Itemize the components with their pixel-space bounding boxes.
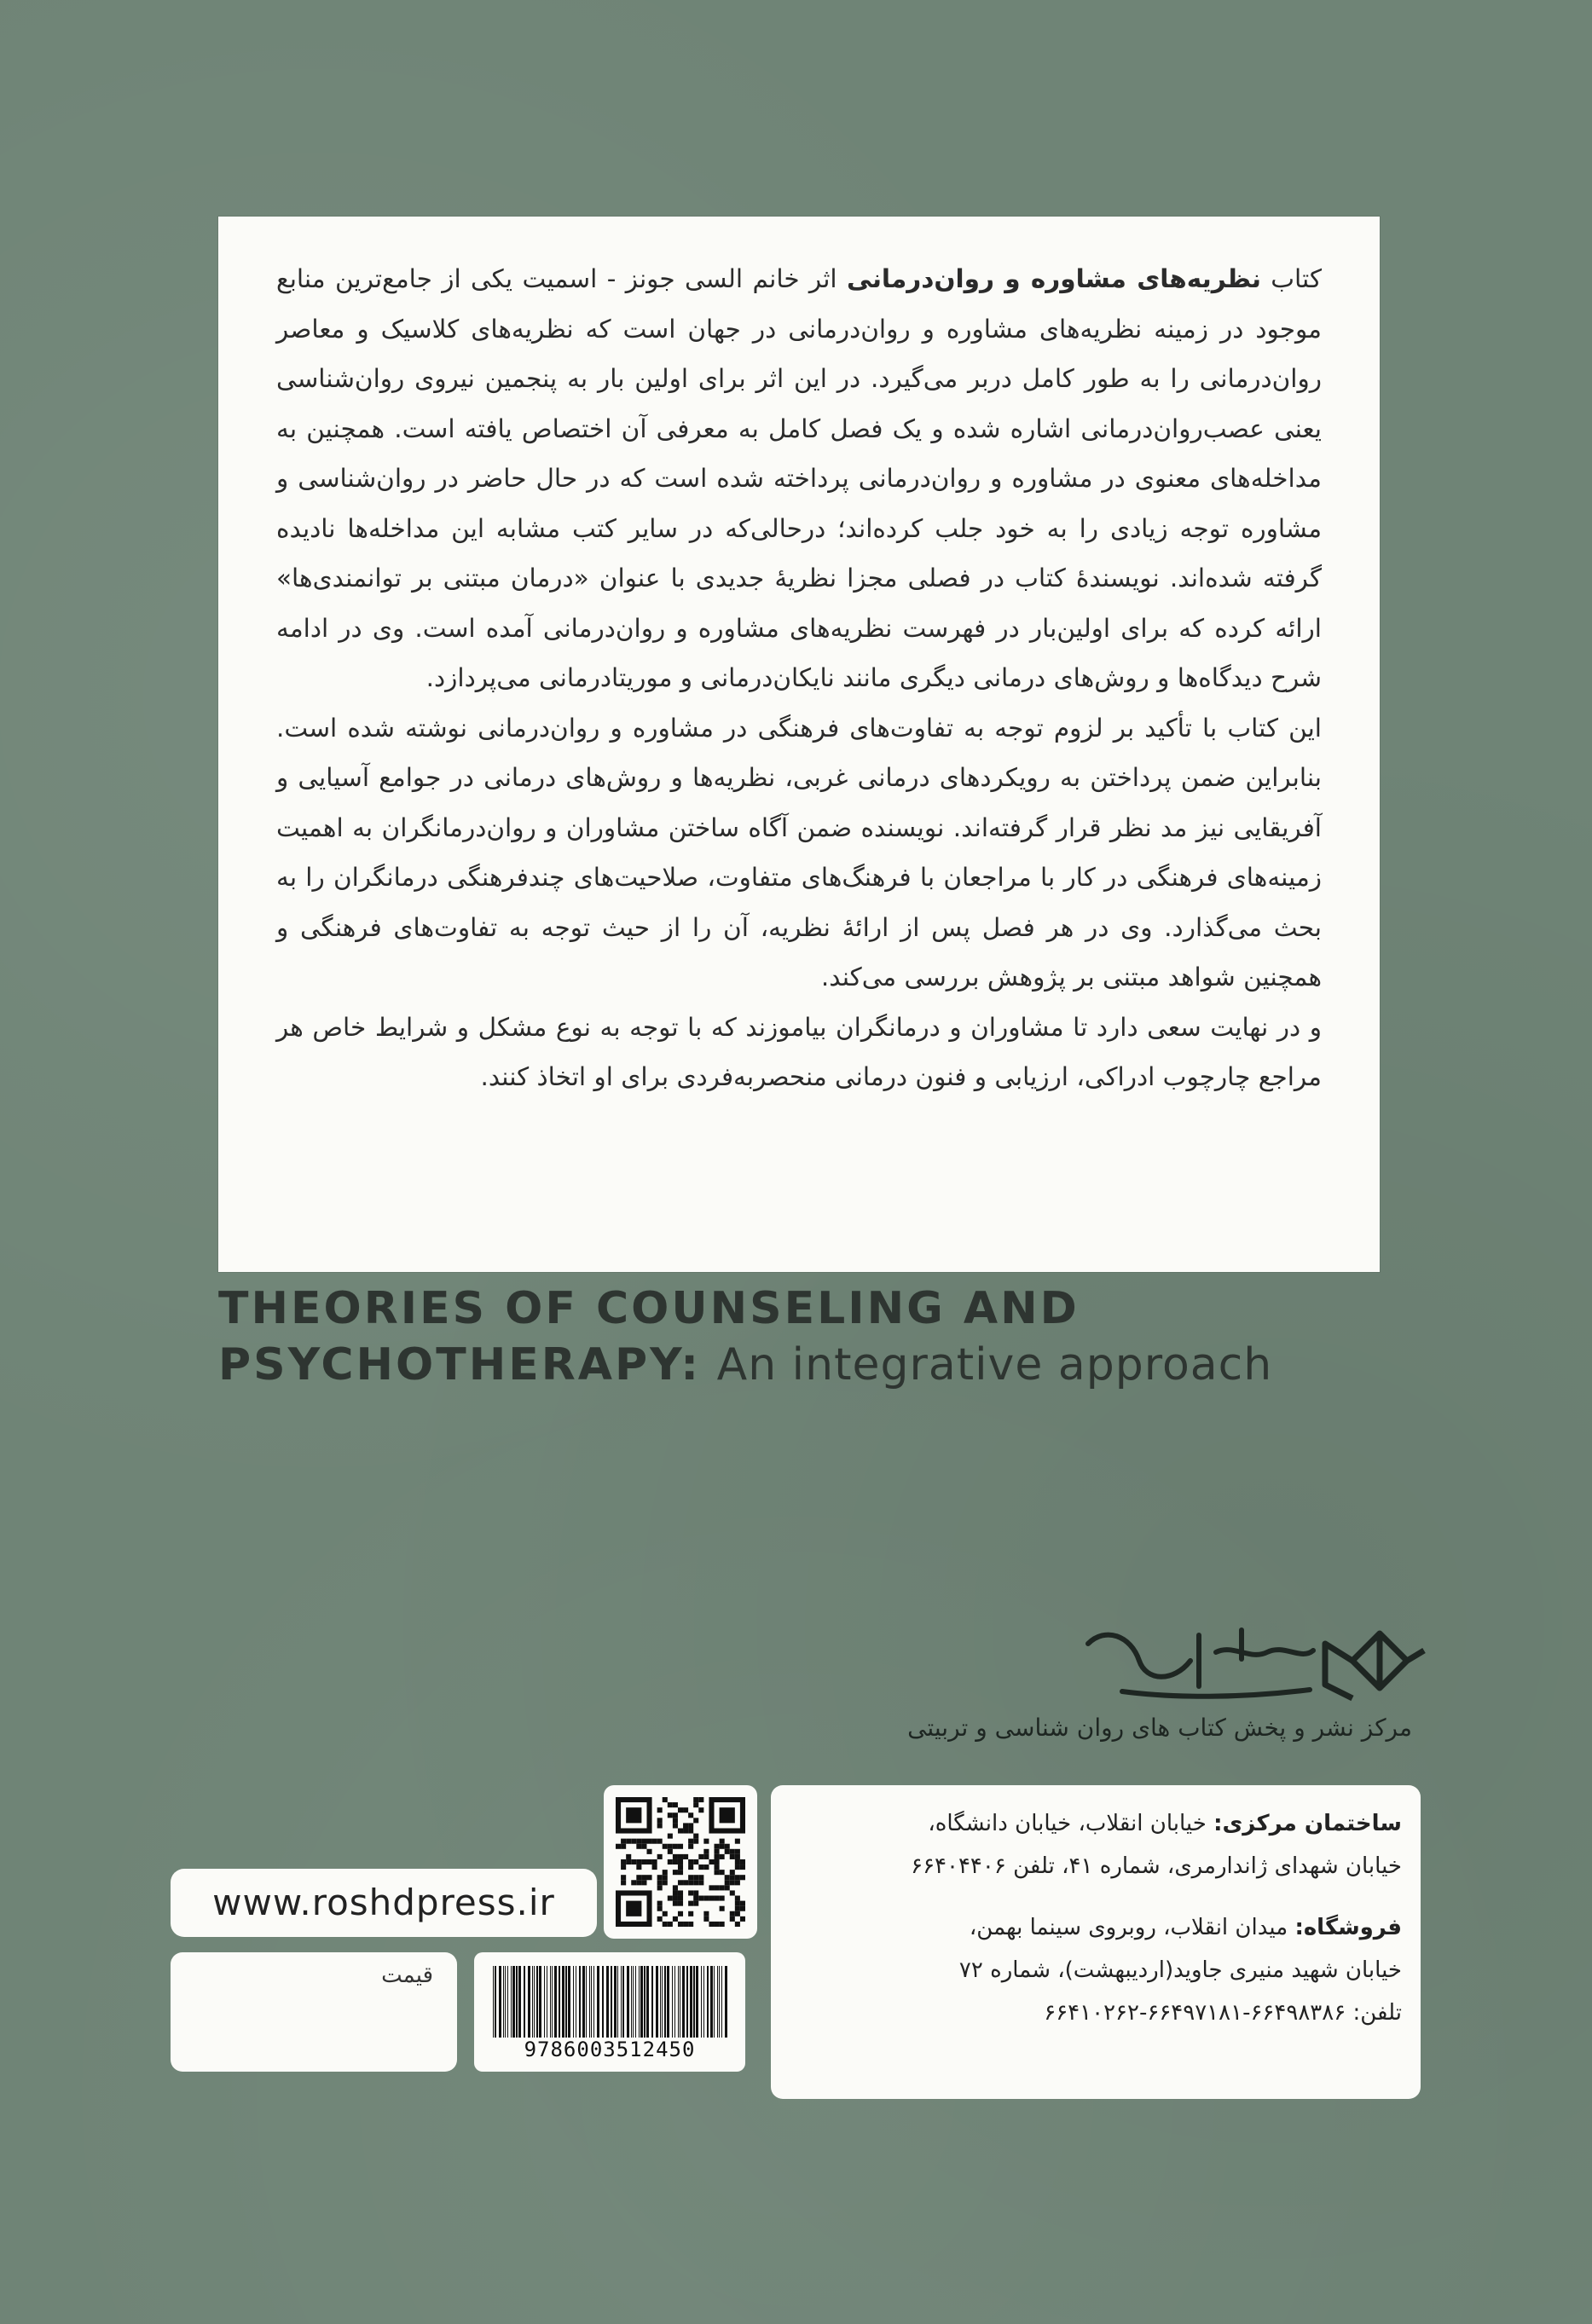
description-paragraph-3: و در نهایت سعی دارد تا مشاوران و درمانگران بیاموزند که با توجه به نوع مشکل و شرایط خاص هر مراجع چارچوب ادراکی، ارزیابی و فنون درمانی منحصربه‌فردی برای او اتخاذ کنند. [276, 1012, 1322, 1091]
book-title-persian: نظریه‌های مشاوره و روان‌درمانی [846, 264, 1261, 293]
english-title-caps: PSYCHOTHERAPY: [218, 1339, 702, 1390]
isbn-number: 9786003512450 [524, 2038, 696, 2061]
paragraph-body: اثر خانم السی جونز - اسمیت یکی از جامع‌ترین منابع موجود در زمینه نظریه‌های مشاوره و روان‌درمانی در جهان است که نظریه‌های کلاسیک و معاصر روان‌درمانی را به طور کامل دربر می‌گیرد. در این اثر برای اولین بار به پنجمین نیروی روان‌شناسی یعنی عصب‌روان‌درمانی اشاره شده و یک فصل کامل به معرفی آن اختصاص یافته است. همچنین به مداخله‌های معنوی در مشاوره و روان‌درمانی پرداخته شده است که در حال حاضر در روان‌شناسی و مشاوره توجه زیادی را به خود جلب کرده‌اند؛ درحالی‌که در سایر کتب مشابه این مداخله‌ها نادیده گرفته شده‌اند. نویسندهٔ کتاب در فصلی مجزا نظریهٔ جدیدی با عنوان «درمان مبتنی بر توانمندی‌ها» ارائه کرده که برای اولین‌بار در فهرست نظریه‌های مشاوره و روان‌درمانی آمده است. وی در ادامه شرح دیدگاه‌ها و روش‌های درمانی دیگری مانند نایکان‌درمانی و موریتادرمانی می‌پردازد. [276, 264, 1322, 692]
english-subtitle: An integrative approach [716, 1339, 1273, 1390]
price-label: قیمت [381, 1963, 433, 1988]
hq-label: ساختمان مرکزی: [1213, 1811, 1402, 1836]
store-label: فروشگاه: [1294, 1915, 1402, 1940]
address-box [771, 1785, 1421, 2099]
hq-address-line-2: خیابان شهدای ژاندارمری، شماره ۴۱، تلفن ۶۶۴۰۴۴۰۶ [911, 1853, 1402, 1879]
description-paragraph-1 [276, 254, 1322, 703]
store-address-line-2: خیابان شهید منیری جاوید(اردیبهشت)، شماره ۷۲ [958, 1957, 1402, 1983]
store-line-1: میدان انقلاب، روبروی سینما بهمن، [969, 1915, 1288, 1940]
qr-code[interactable] [604, 1785, 757, 1939]
publisher-logo-icon [1071, 1610, 1429, 1712]
store-address-line-1 [790, 1906, 1402, 1949]
barcode-icon [489, 1966, 730, 2038]
paragraph-prefix: کتاب [1271, 264, 1322, 293]
description-paragraph-2: این کتاب با تأکید بر لزوم توجه به تفاوت‌های فرهنگی در مشاوره و روان‌درمانی نوشته شده است. بنابراین ضمن پرداختن به رویکردهای درمانی غربی، نظریه‌ها و روش‌های درمانی در جوامع آسیایی و آفریقایی نیز مد نظر قرار گرفته‌اند. نویسنده ضمن آگاه ساختن مشاوران و روان‌درمانگران به اهمیت زمینه‌های فرهنگی در کار با مراجعان با فرهنگ‌های متفاوت، صلاحیت‌های چندفرهنگی درمانگران را به بحث می‌گذارد. وی در هر فصل پس از ارائهٔ نظریه، آن را از حیث توجه به تفاوت‌های فرهنگی و همچنین شواهد مبتنی بر پژوهش بررسی می‌کند. [276, 713, 1322, 991]
english-title [218, 1281, 1497, 1393]
english-title-line-2 [218, 1337, 1497, 1393]
publisher-logo [1071, 1610, 1429, 1712]
store-phones: تلفن: ۶۶۴۹۸۳۸۶-۶۶۴۹۷۱۸۱-۶۶۴۱۰۲۶۲ [1044, 2000, 1402, 2026]
hq-address-line-1 [790, 1802, 1402, 1845]
isbn-barcode [474, 1952, 745, 2072]
price-box [171, 1952, 457, 2072]
website-url[interactable]: www.roshdpress.ir [171, 1869, 597, 1937]
publisher-tagline: مرکز نشر و پخش کتاب های روان شناسی و تربیتی [907, 1714, 1412, 1742]
description-panel [218, 217, 1380, 1272]
qr-code-icon [616, 1797, 745, 1927]
english-title-line-1: THEORIES OF COUNSELING AND [218, 1283, 1080, 1334]
hq-line-1: خیابان انقلاب، خیابان دانشگاه، [928, 1811, 1207, 1836]
